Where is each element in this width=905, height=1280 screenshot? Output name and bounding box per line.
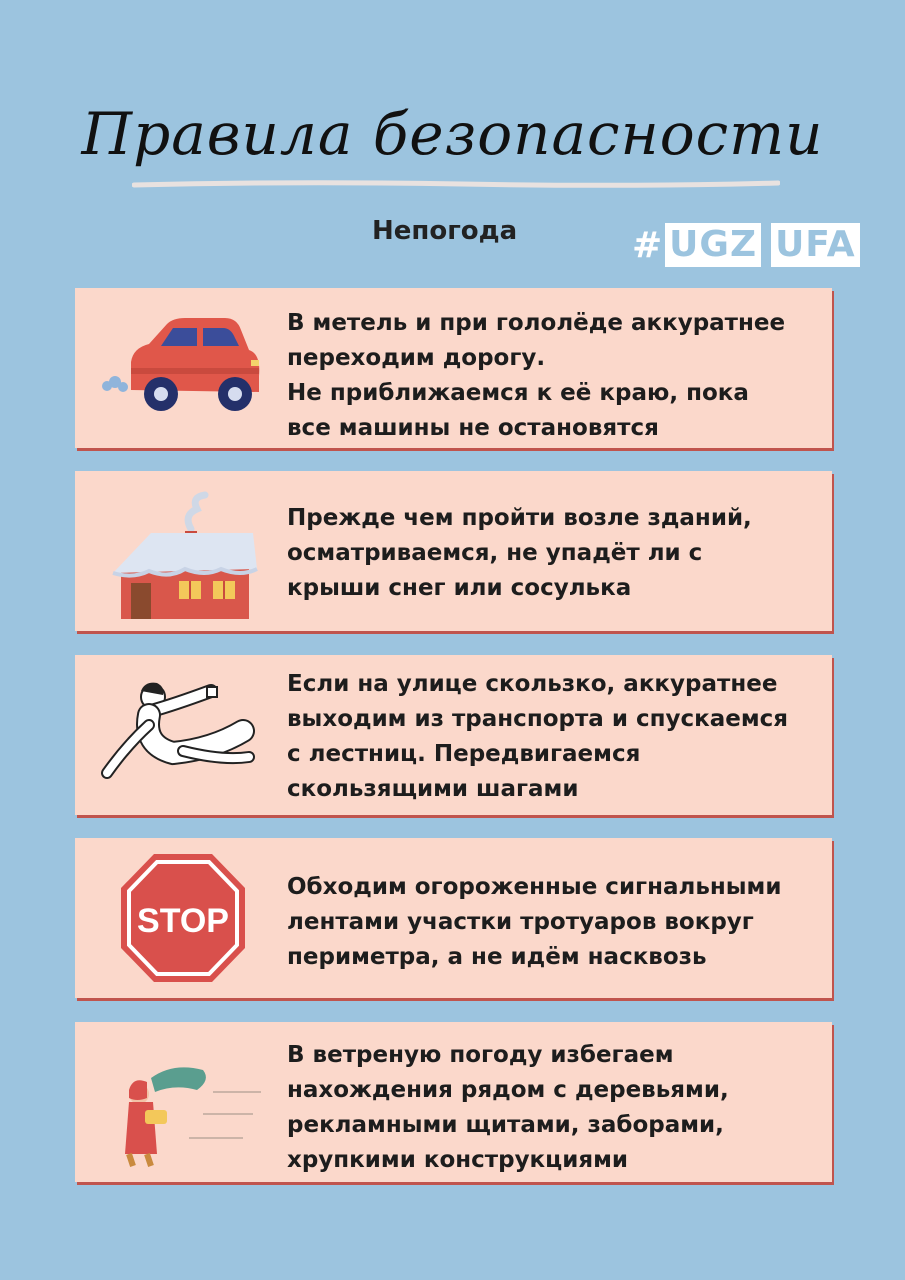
hashtag-word-2: UFA [771, 223, 860, 267]
card-line: периметра, а не идём насквозь [287, 944, 707, 970]
rule-card-crossing [75, 288, 832, 448]
card-line: Не приближаемся к её краю, пока [287, 380, 749, 406]
card-line: В метель и при гололёде аккуратнее [287, 310, 786, 336]
card-line: Если на улице скользко, аккуратнее [287, 671, 778, 697]
card-line: все машины не остановятся [287, 415, 659, 441]
rule-card-slippery [75, 655, 832, 815]
stop-sign-icon [93, 848, 273, 988]
card-line: хрупкими конструкциями [287, 1147, 629, 1173]
card-line: переходим дорогу. [287, 345, 546, 371]
card-line: осматриваемся, не упадёт ли с [287, 540, 703, 566]
card-line: с лестниц. Передвигаемся [287, 741, 641, 767]
stop-sign-text: STOP [137, 902, 229, 940]
card-line: скользящими шагами [287, 776, 579, 802]
page-title: Правила безопасности [81, 100, 824, 168]
card-line: крыши снег или сосулька [287, 575, 632, 601]
car-icon [93, 298, 273, 438]
card-line: выходим из транспорта и спускаемся [287, 706, 789, 732]
windy-person-icon [93, 1032, 273, 1172]
card-line: лентами участки тротуаров вокруг [287, 909, 754, 935]
page-subtitle: Непогода [372, 216, 518, 246]
rule-card-wind [75, 1022, 832, 1182]
hashtag-symbol: # [632, 224, 664, 266]
card-line: нахождения рядом с деревьями, [287, 1077, 729, 1103]
hashtag-word-1: UGZ [665, 223, 761, 267]
hashtag-badge [632, 222, 860, 268]
snow-house-icon [93, 481, 273, 621]
card-line: Обходим огороженные сигнальными [287, 874, 782, 900]
rule-card-fenced [75, 838, 832, 998]
card-line: рекламными щитами, заборами, [287, 1112, 724, 1138]
card-line: В ветреную погоду избегаем [287, 1042, 674, 1068]
rule-card-roof-snow [75, 471, 832, 631]
card-line: Прежде чем пройти возле зданий, [287, 505, 752, 531]
title-underline [132, 180, 780, 188]
slipping-person-icon [93, 665, 273, 805]
